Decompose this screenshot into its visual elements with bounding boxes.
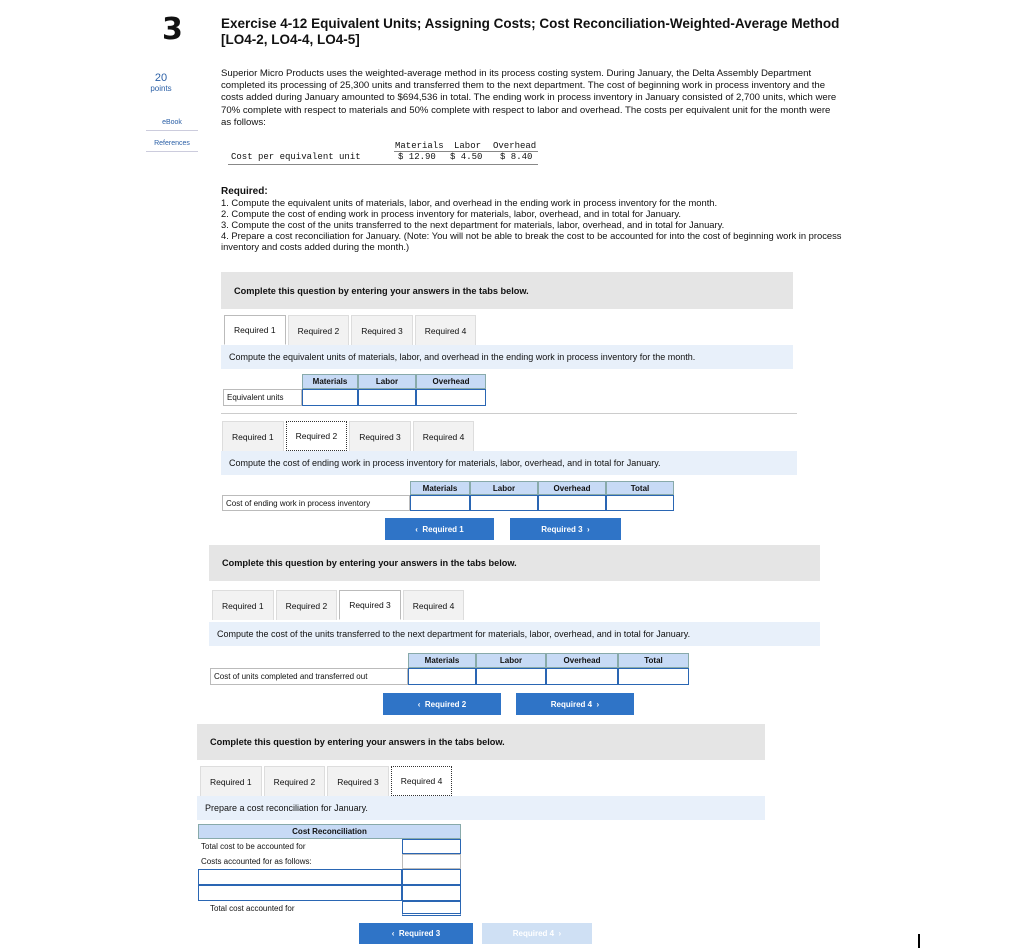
p2-next-label: Required 3 — [541, 524, 583, 534]
chevron-right-icon: › — [592, 699, 600, 709]
intro-paragraph: Superior Micro Products uses the weighted-average method in its process costing system. During January, the Delta Assembly Department completed its processing of 25,300 units and transferred them to the next department. The cost of beginning work in process inventory and the costs added during January amounted to $694,536 in total. The ending work in process inventory in January consisted of 2,700 units, which were 70% complete with respect to materials and 50% complete with respect to labor and overhead. The costs per equivalent unit for the month were as follows: — [221, 68, 837, 128]
tab-required-4[interactable]: Required 4 — [415, 315, 477, 345]
required-list — [221, 197, 851, 252]
p2-materials-input[interactable] — [410, 495, 470, 511]
tab-required-1[interactable]: Required 1 — [222, 421, 284, 451]
points-label: points — [150, 84, 172, 93]
p3-next-label: Required 4 — [550, 699, 593, 709]
p2-overhead-input[interactable] — [538, 495, 606, 511]
p4-total-accounted-input[interactable] — [402, 901, 461, 916]
p3-header-total: Total — [618, 653, 689, 668]
p2-prev-button[interactable] — [385, 518, 494, 540]
tab-required-3[interactable]: Required 3 — [349, 421, 411, 451]
tab-required-4[interactable]: Required 4 — [413, 421, 475, 451]
p2-header-materials: Materials — [410, 481, 470, 495]
text-cursor — [918, 934, 920, 948]
chevron-right-icon: › — [554, 929, 562, 938]
p3-labor-input[interactable] — [476, 668, 546, 685]
points-value: 20 — [154, 72, 168, 84]
cost-header-labor: Labor — [454, 141, 482, 151]
chevron-left-icon: ‹ — [415, 524, 423, 534]
panel1-instruction: Compute the equivalent units of materials, labor, and overhead in the ending work in process inventory for the month. — [221, 345, 793, 369]
p4-empty-cell — [402, 854, 461, 869]
cost-header-overhead: Overhead — [493, 141, 537, 151]
p4-row2-amount-input[interactable] — [402, 885, 461, 901]
p4-total-to-account-label: Total cost to be accounted for — [198, 839, 402, 854]
tab-required-4[interactable]: Required 4 — [403, 590, 465, 620]
cost-header-materials: Materials — [395, 141, 444, 151]
cost-per-unit-table — [228, 140, 538, 165]
exercise-title: Exercise 4-12 Equivalent Units; Assigning Costs; Cost Reconciliation-Weighted-Average Method [LO4-2, LO4-4, LO4-5] — [221, 16, 840, 47]
p4-next-button — [482, 923, 592, 944]
points-box — [146, 72, 176, 93]
tab-required-2[interactable]: Required 2 — [276, 590, 338, 620]
panel3-tabs — [212, 590, 466, 620]
p4-total-accounted-label: Total cost accounted for — [198, 901, 402, 916]
tab-required-2[interactable]: Required 2 — [264, 766, 326, 796]
cost-value-materials: $ 12.90 — [398, 152, 436, 162]
p2-prev-label: Required 1 — [422, 524, 464, 534]
p1-overhead-input[interactable] — [416, 389, 486, 406]
tab-required-3[interactable]: Required 3 — [339, 590, 401, 620]
tab-required-1[interactable]: Required 1 — [224, 315, 286, 345]
p4-next-label: Required 4 — [512, 929, 555, 938]
panel4-instruction: Prepare a cost reconciliation for January. — [197, 796, 765, 820]
p2-labor-input[interactable] — [470, 495, 538, 511]
panel4-banner: Complete this question by entering your answers in the tabs below. — [197, 724, 765, 760]
cost-value-labor: $ 4.50 — [450, 152, 483, 162]
p1-header-materials: Materials — [302, 374, 358, 389]
p3-prev-label: Required 2 — [424, 699, 467, 709]
p3-header-overhead: Overhead — [546, 653, 618, 668]
ebook-link[interactable]: eBook — [146, 116, 198, 131]
panel1-tabs — [224, 315, 478, 345]
required-item: 1. Compute the equivalent units of materials, labor, and overhead in the ending work in process inventory for the month. — [221, 197, 718, 208]
p4-row1-amount-input[interactable] — [402, 869, 461, 885]
required-heading: Required: — [221, 186, 268, 197]
panel3-instruction: Compute the cost of the units transferred to the next department for materials, labor, overhead, and in total for January. — [209, 622, 820, 646]
tab-required-2[interactable]: Required 2 — [286, 421, 348, 451]
tab-required-3[interactable]: Required 3 — [327, 766, 389, 796]
cost-row-label: Cost per equivalent unit — [231, 152, 361, 162]
panel2-instruction: Compute the cost of ending work in process inventory for materials, labor, overhead, and in total for January. — [221, 451, 797, 475]
p3-overhead-input[interactable] — [546, 668, 618, 685]
required-item: 2. Compute the cost of ending work in process inventory for materials, labor, overhead, and in total for January. — [221, 208, 681, 219]
p2-header-overhead: Overhead — [538, 481, 606, 495]
p4-row2-label-input[interactable] — [198, 885, 402, 901]
p4-row1-label-input[interactable] — [198, 869, 402, 885]
p3-header-labor: Labor — [476, 653, 546, 668]
references-link[interactable]: References — [146, 137, 198, 152]
p1-header-labor: Labor — [358, 374, 416, 389]
p1-labor-input[interactable] — [358, 389, 416, 406]
panel1-banner: Complete this question by entering your answers in the tabs below. — [221, 272, 793, 309]
tab-required-1[interactable]: Required 1 — [212, 590, 274, 620]
cost-value-overhead: $ 8.40 — [500, 152, 533, 162]
chevron-left-icon: ‹ — [391, 929, 399, 938]
p3-row-label: Cost of units completed and transferred out — [210, 668, 408, 685]
panel4-tabs — [200, 766, 454, 796]
panel2-tabs — [222, 421, 476, 451]
p3-materials-input[interactable] — [408, 668, 476, 685]
p3-header-materials: Materials — [408, 653, 476, 668]
p2-header-labor: Labor — [470, 481, 538, 495]
tab-required-3[interactable]: Required 3 — [351, 315, 413, 345]
tab-required-2[interactable]: Required 2 — [288, 315, 350, 345]
chevron-left-icon: ‹ — [417, 699, 425, 709]
divider — [221, 413, 797, 414]
p2-row-label: Cost of ending work in process inventory — [222, 495, 410, 511]
tab-required-4[interactable]: Required 4 — [391, 766, 453, 796]
chevron-right-icon: › — [582, 524, 590, 534]
p3-next-button[interactable] — [516, 693, 634, 715]
tab-required-1[interactable]: Required 1 — [200, 766, 262, 796]
p2-next-button[interactable] — [510, 518, 621, 540]
p4-costs-accounted-label: Costs accounted for as follows: — [198, 854, 402, 869]
p2-total-input[interactable] — [606, 495, 674, 511]
p4-prev-button[interactable] — [359, 923, 473, 944]
p1-header-overhead: Overhead — [416, 374, 486, 389]
p3-total-input[interactable] — [618, 668, 689, 685]
p1-materials-input[interactable] — [302, 389, 358, 406]
question-number: 3 — [162, 12, 183, 47]
p4-total-to-account-input[interactable] — [402, 839, 461, 854]
p4-prev-label: Required 3 — [398, 929, 441, 938]
panel3-banner: Complete this question by entering your answers in the tabs below. — [209, 545, 820, 581]
p3-prev-button[interactable] — [383, 693, 501, 715]
required-item: 3. Compute the cost of the units transferred to the next department for materials, labor, overhead, and in total for January. — [221, 219, 725, 230]
p2-header-total: Total — [606, 481, 674, 495]
p1-row-label: Equivalent units — [223, 389, 302, 406]
p4-table-title: Cost Reconciliation — [198, 824, 461, 839]
required-item: 4. Prepare a cost reconciliation for January. (Note: You will not be able to break the cost to be accounted for into the cost of beginning work in process inventory and costs added during the month.) — [221, 230, 842, 252]
